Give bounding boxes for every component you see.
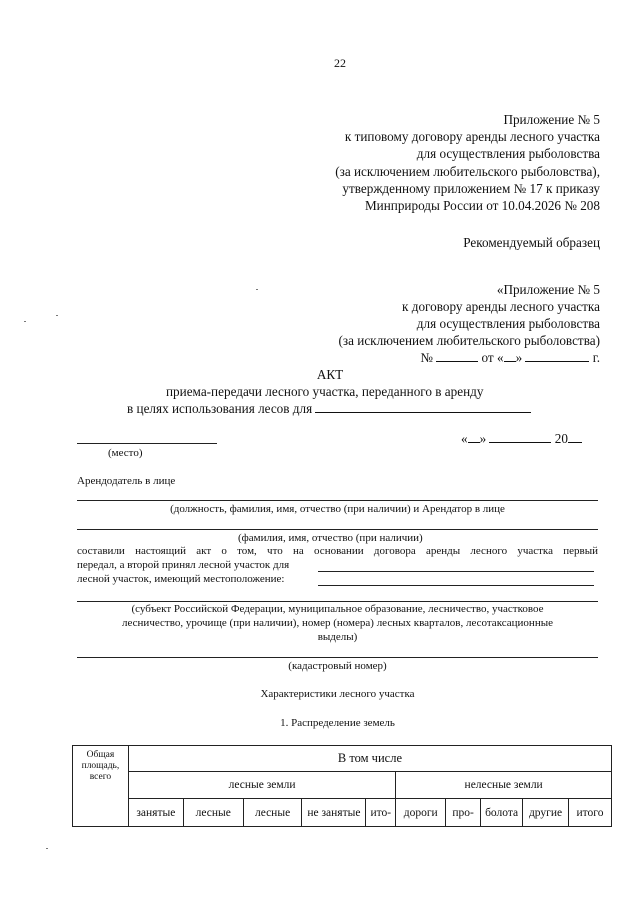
column-header: другие [523, 799, 569, 827]
appendix-header-line: к типовому договору аренды лесного участка [344, 129, 600, 144]
total-area-header-line: площадь, [81, 761, 120, 771]
place-caption: (место) [108, 447, 143, 459]
lessor-label: Арендодатель в лице [77, 475, 176, 487]
column-header: итого [569, 799, 612, 827]
act-date [461, 430, 582, 447]
quote-close: » [515, 350, 523, 365]
total-area-header-line: Общая [86, 750, 115, 760]
appendix-header-line: для осуществления рыболовства [416, 146, 600, 161]
location-line [77, 601, 598, 602]
scan-speck [256, 289, 258, 290]
nonforest-lands-header: нелесные земли [396, 772, 612, 799]
cadastral-caption: (кадастровый номер) [288, 660, 387, 672]
paragraph-line2: передал, а второй принял лесной участок для [77, 559, 290, 571]
lessor-line [77, 500, 598, 501]
purpose-blank [315, 401, 531, 413]
month-blank [525, 350, 589, 362]
recommended-sample-label: Рекомендуемый образец [463, 235, 600, 250]
date-month-blank [489, 431, 551, 443]
from-word: от « [481, 350, 504, 365]
paragraph-line1: составили настоящий акт о том, что на основании договора аренды лесного участка первый [77, 545, 598, 557]
land-distribution-table [72, 745, 612, 827]
column-header: лесные [183, 799, 243, 827]
date-day-blank [468, 431, 480, 443]
date-quote-close: » [479, 431, 487, 446]
date-year-blank [568, 431, 582, 443]
column-header: ито- [366, 799, 396, 827]
section1-heading: 1. Распределение земель [280, 717, 395, 729]
column-header: дороги [396, 799, 446, 827]
total-area-header-line: всего [89, 772, 112, 782]
number-sign: № [420, 350, 433, 365]
date-year-prefix: 20 [554, 431, 568, 446]
contract-appendix-line: к договору аренды лесного участка [402, 299, 600, 314]
contract-number-line [420, 349, 600, 366]
total-area-header [73, 746, 129, 827]
column-header: болота [481, 799, 523, 827]
contract-appendix-line: (за исключением любительского рыболовства) [338, 333, 600, 348]
act-title: АКТ [316, 367, 344, 382]
location-caption-line1: (субъект Российской Федерации, муниципальное образование, лесничество, участковое [131, 603, 544, 615]
column-header: занятые [128, 799, 183, 827]
forest-lands-header: лесные земли [128, 772, 395, 799]
act-subtitle-line1: приема-передачи лесного участка, переданного в аренду [166, 384, 484, 399]
number-blank [436, 350, 478, 362]
act-purpose-label: в целях использования лесов для [127, 401, 313, 416]
appendix-header-line: Минприроды России от 10.04.2026 № 208 [364, 198, 600, 213]
scan-speck [56, 315, 58, 316]
including-header: В том числе [128, 746, 611, 772]
column-header: про- [446, 799, 481, 827]
lessee-line [77, 529, 598, 530]
paragraph-line3: лесной участок, имеющий местоположение: [77, 573, 285, 585]
scan-speck [46, 848, 48, 849]
location-caption-line3: выделы) [317, 631, 358, 643]
year-suffix: г. [592, 350, 600, 365]
page-number: 22 [334, 56, 346, 70]
appendix-header-line: Приложение № 5 [503, 112, 600, 127]
paragraph-line3-blank [318, 585, 594, 586]
characteristics-heading: Характеристики лесного участка [260, 688, 415, 700]
fio-caption: (фамилия, имя, отчество (при наличии) [238, 532, 423, 544]
position-caption: (должность, фамилия, имя, отчество (при наличии) и Арендатор в лице [170, 503, 505, 515]
contract-appendix-line: для осуществления рыболовства [416, 316, 600, 331]
day-blank [504, 350, 516, 362]
column-header: лесные [243, 799, 302, 827]
location-caption-line2: лесничество, урочище (при наличии), номер (номера) лесных кварталов, лесотаксационные [122, 617, 553, 629]
scan-speck [24, 321, 26, 322]
date-quote-open: « [461, 431, 468, 446]
place-line [77, 443, 217, 444]
appendix-header-line: утвержденному приложением № 17 к приказу [342, 181, 600, 196]
act-subtitle-line2 [127, 400, 531, 417]
contract-appendix-line: «Приложение № 5 [496, 282, 600, 297]
paragraph-line2-blank [318, 571, 594, 572]
column-header: не занятые [302, 799, 366, 827]
appendix-header-line: (за исключением любительского рыболовства), [335, 164, 600, 179]
cadastral-line [77, 657, 598, 658]
